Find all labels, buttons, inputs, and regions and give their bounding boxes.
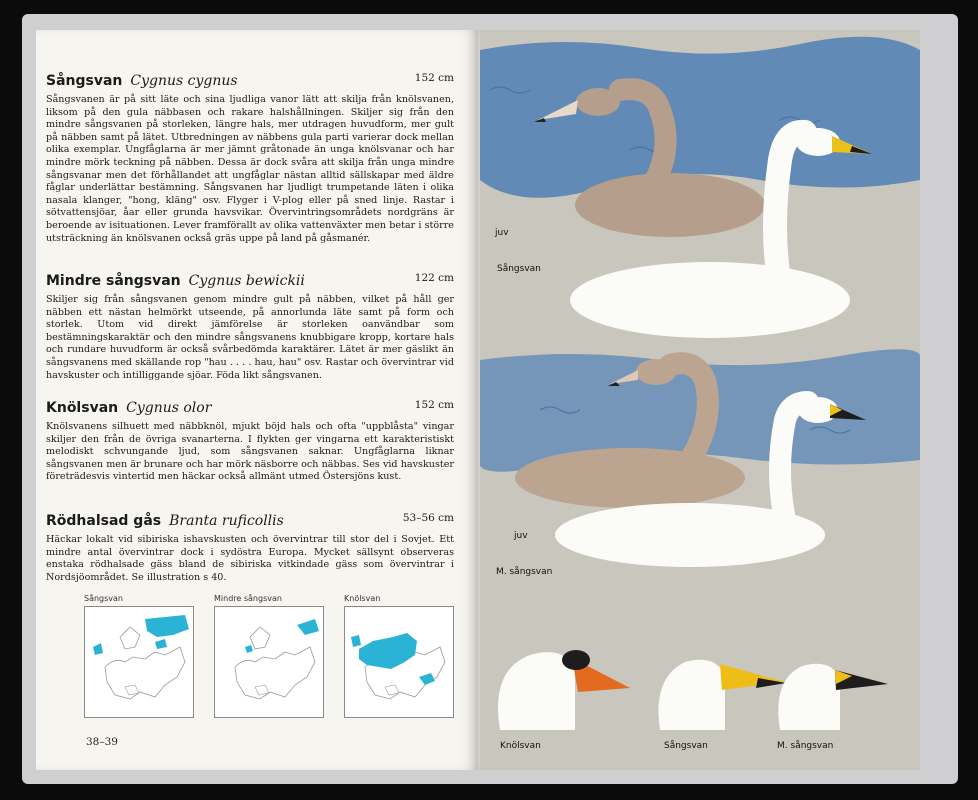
size-label: 53–56 cm — [402, 512, 454, 524]
entry-header — [46, 397, 454, 419]
map-label: Mindre sångsvan — [214, 594, 282, 603]
entry-text: Skiljer sig från sångsvanen genom mindre gult på näbben, vilket på håll ger näbben ett nästan helmörkt utseende, på annorlunda läte samt på form och storlek. Utom vid direkt jämförelse är storleken oanvändbar som bestämningskaraktär och den mindre sångsvanens knubbigare kropp, kortare hals och rundare huvudform är också svårbedömda karaktärer. Lätet är mer gäslikt än sångsvanens med skällande rop "hau . . . . hau, hau" osv. Rastar och övervintrar vid havskuster och intilliggande sjöar. Föda likt sångsvanen. — [46, 294, 454, 381]
latin-name: Cygnus cygnus — [130, 73, 238, 89]
label-juv-middle: juv — [514, 531, 528, 541]
entry-knolsvan — [46, 397, 454, 484]
head-mindre-sangsvan — [778, 664, 888, 730]
entry-header — [46, 270, 454, 292]
illustration-plate — [480, 30, 920, 770]
common-name: Mindre sångsvan — [46, 273, 181, 289]
label-head-mindre-sangsvan: M. sångsvan — [777, 741, 834, 751]
label-juv-top: juv — [495, 228, 509, 238]
latin-name: Cygnus bewickii — [188, 273, 305, 289]
latin-name: Cygnus olor — [126, 400, 212, 416]
head-knolsvan — [498, 650, 630, 730]
europe-map-icon — [345, 607, 453, 717]
range-map-mindre-sangsvan — [214, 594, 324, 718]
map-frame — [214, 606, 324, 718]
range-maps — [84, 594, 456, 724]
entry-text: Häckar lokalt vid sibiriska ishavskusten och övervintrar till stor del i Sovjet. Ett mindre antal övervintrar dock i sydöstra Europa. Mycket sällsynt observeras enstaka rödhalsade gäss bland de sibiriska vitkindade gäss som övervintrar i Nordsjöområdet. Se illustration s 40. — [46, 534, 454, 583]
map-label: Sångsvan — [84, 594, 124, 603]
entry-mindre-sangsvan — [46, 270, 454, 382]
label-sangsvan: Sångsvan — [497, 264, 541, 274]
label-mindre-sangsvan: M. sångsvan — [496, 567, 553, 577]
size-label: 122 cm — [414, 272, 454, 284]
swan-illustration — [480, 30, 920, 770]
page-number: 38–39 — [86, 736, 118, 748]
map-label: Knölsvan — [344, 594, 381, 603]
label-head-knolsvan: Knölsvan — [500, 741, 541, 751]
europe-map-icon — [215, 607, 323, 717]
map-frame — [344, 606, 454, 718]
entry-sangsvan — [46, 70, 454, 245]
range-map-knolsvan — [344, 594, 454, 718]
range-map-sangsvan — [84, 594, 194, 718]
entry-header — [46, 510, 454, 532]
europe-map-icon — [85, 607, 193, 717]
size-label: 152 cm — [414, 72, 454, 84]
label-head-sangsvan: Sångsvan — [664, 741, 708, 751]
common-name: Knölsvan — [46, 400, 119, 416]
entry-header — [46, 70, 454, 92]
latin-name: Branta ruficollis — [169, 513, 284, 529]
entry-rodhalsad-gas — [46, 510, 454, 584]
entry-text: Sångsvanen är på sitt läte och sina ljudliga vanor lätt att skilja från knölsvanen, liksom på den gula näbbasen och rakare halshållningen. Skiljer sig från den mindre sångsvanen på storleken, längre hals, mer utdragen huvudform, mer gult på näbben samt på lätet. Utbredningen av näbbens gula parti varierar dock mellan olika exemplar. Ungfåglarna är mer jämnt gråtonade än unga knölsvanar och har mindre mörk teckning på näbben. Dessa är dock svåra att skilja från unga mindre sångsvanar men det förhållandet att ungfåglar nästan alltid sällskapar med äldre fåglar underlättar bestämning. Sångsvanen har ljudligt trumpetande läten i olika nasala klanger, "hong, kläng" osv. Flyger i V-plog eller på sned linje. Rastar i sötvattensjöar, åar eller grunda havsvikar. Övervintringsområdets nordgräns är beroende av isituationen. Lever framförallt av olika vattenväxter men betar i större utsträckning än knölsvanen också gräs uppe på land på gåsmanér. — [46, 94, 454, 244]
head-sangsvan — [658, 660, 786, 730]
size-label: 152 cm — [414, 399, 454, 411]
map-frame — [84, 606, 194, 718]
common-name: Rödhalsad gås — [46, 513, 162, 529]
common-name: Sångsvan — [46, 73, 123, 89]
entry-text: Knölsvanens silhuett med näbbknöl, mjukt böjd hals och ofta "uppblåsta" vingar skiljer den från de övriga svanarterna. I flykten ger vingarna ett karakteristiskt melodiskt schvungande ljud, som sångsvanen saknar. Ungfåglarna liknar sångsvanen men är brunare och har mörk näsborre och näbbas. Ses vid havskuster företrädesvis vintertid men häckar också allmänt utmed Östersjöns kust. — [46, 421, 454, 483]
